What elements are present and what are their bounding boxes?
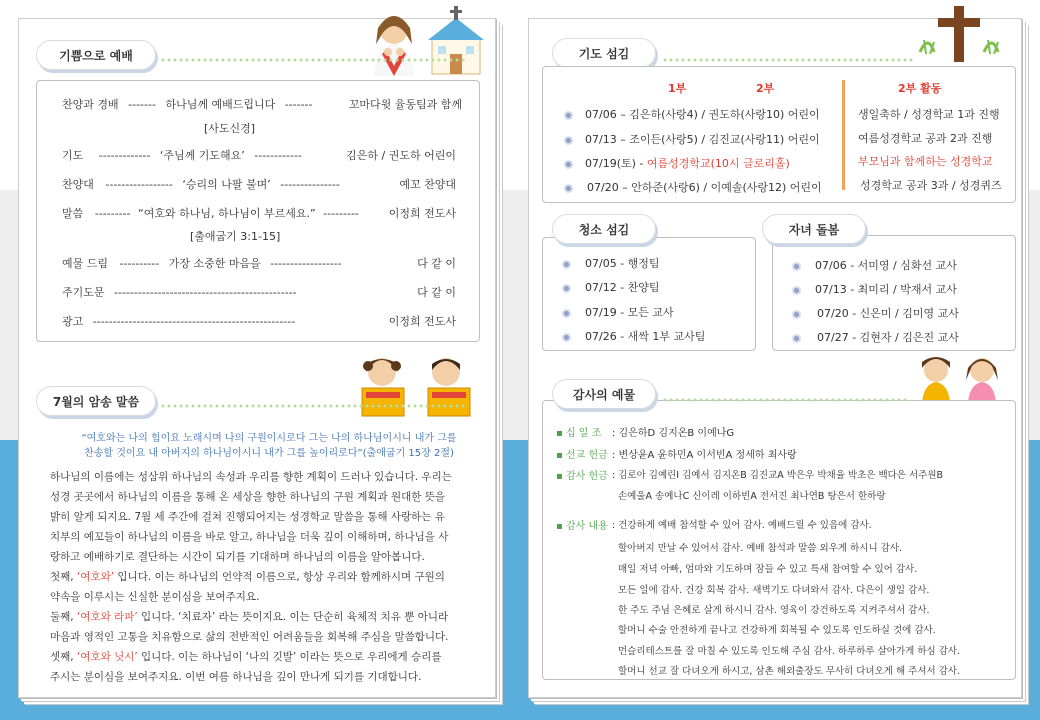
bullet-icon xyxy=(564,111,573,120)
body-line: 마음과 영적인 고통을 치유함으로 삶의 전반적인 어려움들을 회복해 주심을 말씀합니다. xyxy=(50,631,449,643)
worship-row xyxy=(62,205,359,221)
cleaning-row xyxy=(562,255,660,271)
bullet-icon xyxy=(792,334,801,343)
memory-verse xyxy=(64,431,474,461)
prayer-text: 07/20 – 안하준(사랑6) / 이예솔(사랑12) 어린이 xyxy=(587,181,822,194)
tithe-label: ▪ 십 일 조 xyxy=(556,428,602,439)
body-line: 랑하고 예배하기로 결단하는 시간이 되기를 기대하며 하나님의 이름을 알아봅니다. xyxy=(50,551,425,563)
cleaning-row xyxy=(562,279,660,295)
worship-content: 하나님께 예배드립니다 xyxy=(165,98,276,111)
worship-dashes: --------------- xyxy=(280,178,340,191)
body-line: 성경 곳곳에서 하나님의 이름을 통해 온 세상을 향한 하나님의 구원 계획과 원대한 뜻을 xyxy=(50,491,446,503)
thanks-content: 할머니 선교 잘 다녀오게 하시고, 삼촌 해외출장도 무사히 다녀오게 해 주셔서 감사. xyxy=(618,666,961,677)
prayer-col-3: 2부 활동 xyxy=(898,82,942,95)
worship-dashes: ------- xyxy=(284,98,313,111)
bullet-icon xyxy=(792,286,801,295)
thanks-content: 한 주도 주님 은혜로 살게 하시니 감사. 영육이 강건하도록 지켜주셔서 감사. xyxy=(618,605,930,616)
worship-content: ‘승리의 나팔 불며’ xyxy=(182,178,271,191)
kids-text: 07/20 - 신은미 / 김미영 교사 xyxy=(817,307,959,320)
worship-dashes: ------- xyxy=(128,98,156,111)
worship-dashes: ---------------------------------------------- xyxy=(114,286,297,299)
worship-row xyxy=(62,176,340,192)
body-line xyxy=(50,609,448,624)
name-highlight: ‘여호와 라파’ xyxy=(76,611,138,623)
name-highlight: ‘여호와’ xyxy=(76,571,115,583)
prayer-text: 07/06 – 김은하(사랑4) / 권도하(사랑10) 어린이 xyxy=(585,108,820,121)
bullet-icon xyxy=(562,260,571,269)
prayer-row xyxy=(564,155,790,171)
cleaning-text: 07/19 - 모든 교사 xyxy=(585,306,674,319)
body-line: 주시는 분이심을 보여주지요. 이번 여름 하나님을 깊이 만나게 되기를 기대합니다. xyxy=(50,671,422,683)
worship-dashes: ------------ xyxy=(254,149,302,162)
kids-row xyxy=(792,257,957,273)
worship-item: 주기도문 xyxy=(62,286,105,299)
body-text: 입니다. 이는 하나님의 언약적 이름으로, 항상 우리와 함께하시며 구원의 xyxy=(114,571,445,583)
body-prefix: 셋째, xyxy=(50,651,77,663)
prayer-activity: 부모님과 함께하는 성경학교 xyxy=(858,155,993,168)
gratitude-label: ▪ 감사 헌금 xyxy=(556,471,608,482)
thanks-content: 모든 일에 감사. 건강 회복 감사. 새벽기도 다녀와서 감사. 다은이 생일 감사. xyxy=(618,585,930,596)
prayer-divider xyxy=(842,80,845,190)
worship-leader: 이정희 전도사 xyxy=(388,315,456,328)
worship-row xyxy=(62,284,297,300)
worship-dashes: ---------- xyxy=(119,257,160,270)
memory-title: 7월의 암송 말씀 xyxy=(36,386,156,416)
prayer-text: 07/13 – 조이든(사랑5) / 김진교(사랑11) 어린이 xyxy=(585,133,820,146)
cleaning-row xyxy=(562,328,705,344)
praying-kids-illustration xyxy=(912,352,1008,402)
kids-text: 07/13 - 최미리 / 박재서 교사 xyxy=(815,283,957,296)
prayer-row xyxy=(564,179,822,195)
bullet-icon xyxy=(564,184,573,193)
memory-verse-line: 찬송할 것이요 내 아버지의 하나님이시니 내가 그를 높이리로다”(출애굽기 15장 2절) xyxy=(84,448,454,459)
thanks-content: 먼슬리테스트를 잘 마칠 수 있도록 인도해 주심 감사. 하루하루 살아가게 하심 감사. xyxy=(618,646,961,657)
worship-leader: 다 같 이 xyxy=(417,286,456,299)
cleaning-text: 07/12 - 찬양팀 xyxy=(585,281,660,294)
thanks-content: 할머니 수술 안전하게 끝나고 건강하게 회복될 수 있도록 인도하실 것에 감사. xyxy=(618,625,936,636)
worship-item: 광고 xyxy=(62,315,84,328)
body-line: 밝히 알게 되지요. 7월 세 주간에 걸쳐 진행되어지는 성경학교 말씀을 통해 사랑하는 유 xyxy=(50,511,445,523)
kids-row xyxy=(792,281,957,297)
worship-dashes: ----------------- xyxy=(105,178,173,191)
content-label: ▪ 감사 내용 xyxy=(556,521,608,532)
body-prefix: 첫째, xyxy=(50,571,77,583)
kids-text: 07/27 - 김현자 / 김은진 교사 xyxy=(817,331,959,344)
bullet-icon xyxy=(792,310,801,319)
worship-item: 찬양대 xyxy=(62,178,94,191)
worship-dashes: --------------------------------------------------- xyxy=(92,315,296,328)
cleaning-title: 청소 섬김 xyxy=(552,214,656,244)
mission-label: ▪ 선교 헌금 xyxy=(556,450,608,461)
worship-title-dotline xyxy=(160,56,466,64)
prayer-col-2: 2부 xyxy=(756,82,775,95)
thanks-content: 할아버지 만날 수 있어서 감사. 예배 참석과 말씀 외우게 하시니 감사. xyxy=(618,543,903,554)
body-line: 약속을 이루시는 신실한 분이심을 보여주지요. xyxy=(50,591,260,603)
worship-title: 기쁨으로 예배 xyxy=(36,40,156,70)
tithe-names: : 김은하D 김지온B 이예나G xyxy=(612,428,735,439)
worship-content: “여호와 하나님, 하나님이 부르세요.” xyxy=(138,207,316,220)
cleaning-text: 07/05 - 행정팀 xyxy=(585,257,660,270)
body-prefix: 둘째, xyxy=(50,611,77,623)
prayer-title: 기도 섬김 xyxy=(552,38,656,68)
bullet-icon xyxy=(562,284,571,293)
memory-verse-line: “여호와는 나의 힘이요 노래시며 나의 구원이시로다 그는 나의 하나님이시니 내가 그를 xyxy=(81,433,457,444)
prayer-text: 07/19(토) - xyxy=(585,157,647,170)
body-line xyxy=(50,569,445,584)
worship-sub: [출애굽기 3:1-15] xyxy=(190,230,281,243)
worship-dashes: ------------------ xyxy=(270,257,342,270)
thanks-content: : 건강하게 예배 참석할 수 있어 감사. 예배드릴 수 있음에 감사. xyxy=(612,520,872,531)
prayer-highlight: 여름성경학교(10시 글로리홀) xyxy=(646,157,790,170)
worship-leader: 이정희 전도사 xyxy=(388,207,456,220)
worship-item: 예물 드림 xyxy=(62,257,109,270)
thanks-title-dotline xyxy=(662,396,910,404)
worship-row xyxy=(62,255,342,271)
worship-item: 말씀 xyxy=(62,207,84,220)
worship-row xyxy=(62,147,302,163)
kids-title: 자녀 돌봄 xyxy=(762,214,866,244)
thanks-title: 감사의 예물 xyxy=(552,379,656,409)
cleaning-text: 07/26 - 새싹 1부 교사팀 xyxy=(585,330,706,343)
thanks-content: 매일 저녁 아빠, 엄마와 기도하며 잠들 수 있고 특새 참여할 수 있어 감사. xyxy=(618,564,918,575)
worship-leader: 다 같 이 xyxy=(417,257,456,270)
worship-row xyxy=(62,96,313,112)
worship-leader: 예꼬 찬양대 xyxy=(399,178,456,191)
kids-row xyxy=(792,329,959,345)
cleaning-row xyxy=(562,304,674,320)
worship-leader: 꼬마다윗 율동팀과 함께 xyxy=(348,98,462,111)
kids-row xyxy=(792,305,959,321)
gratitude-names: : 김로아 김예린I 김예서 김지온B 김진교A 박은우 박채율 박초은 백다은 서주원B xyxy=(612,470,944,481)
gratitude-names: 손예울A 송예나C 신이레 이하빈A 전서진 최나연B 탕은서 한하랑 xyxy=(618,491,886,502)
worship-item: 기도 xyxy=(62,149,84,162)
worship-dashes: ------------- xyxy=(98,149,151,162)
cross-illustration xyxy=(914,4,1004,62)
prayer-title-dotline xyxy=(662,56,914,64)
kids-text: 07/06 - 서미영 / 심화선 교사 xyxy=(815,259,957,272)
worship-leader: 김은하 / 권도하 어린이 xyxy=(346,149,456,162)
body-line xyxy=(50,649,441,664)
bullet-icon xyxy=(564,136,573,145)
mission-names: : 변상윤A 윤하민A 이서빈A 정세하 최사랑 xyxy=(612,450,797,461)
jesus-church-illustration xyxy=(362,4,490,76)
body-line: 하나님의 이름에는 성삼위 하나님의 속성과 우리를 향한 계획이 드러나 있습니다. 우리는 xyxy=(50,471,452,483)
body-line: 치부의 예꼬들이 하나님의 이름을 바로 알고, 하나님을 더욱 깊이 이해하며, 하나님을 사 xyxy=(50,531,449,543)
worship-row xyxy=(62,313,295,329)
memory-title-dotline xyxy=(160,402,466,410)
prayer-activity: 성경학교 공과 3과 / 성경퀴즈 xyxy=(860,179,1002,192)
prayer-activity: 여름성경학교 공과 2과 진행 xyxy=(858,132,993,145)
worship-content: ‘주님께 기도해요’ xyxy=(159,149,245,162)
body-text: 입니다. 이는 하나님이 ‘나의 깃발’ 이라는 뜻으로 우리에게 승리를 xyxy=(137,651,442,663)
prayer-col-1: 1부 xyxy=(668,82,687,95)
worship-content: 가장 소중한 마음을 xyxy=(168,257,261,270)
prayer-activity: 생일축하 / 성경학교 1과 진행 xyxy=(858,108,1000,121)
bullet-icon xyxy=(792,262,801,271)
prayer-row xyxy=(564,131,820,147)
worship-dashes: --------- xyxy=(323,207,359,220)
prayer-row xyxy=(564,106,820,122)
body-text: 입니다. ‘치료자’ 라는 뜻이지요. 이는 단순히 육체적 치유 뿐 아니라 xyxy=(137,611,449,623)
name-highlight: ‘여호와 닛시’ xyxy=(76,651,138,663)
bullet-icon xyxy=(562,333,571,342)
worship-item: 찬양과 경배 xyxy=(62,98,119,111)
bullet-icon xyxy=(562,309,571,318)
worship-dashes: --------- xyxy=(94,207,131,220)
worship-sub: [사도신경] xyxy=(204,122,256,135)
bullet-icon xyxy=(564,160,573,169)
